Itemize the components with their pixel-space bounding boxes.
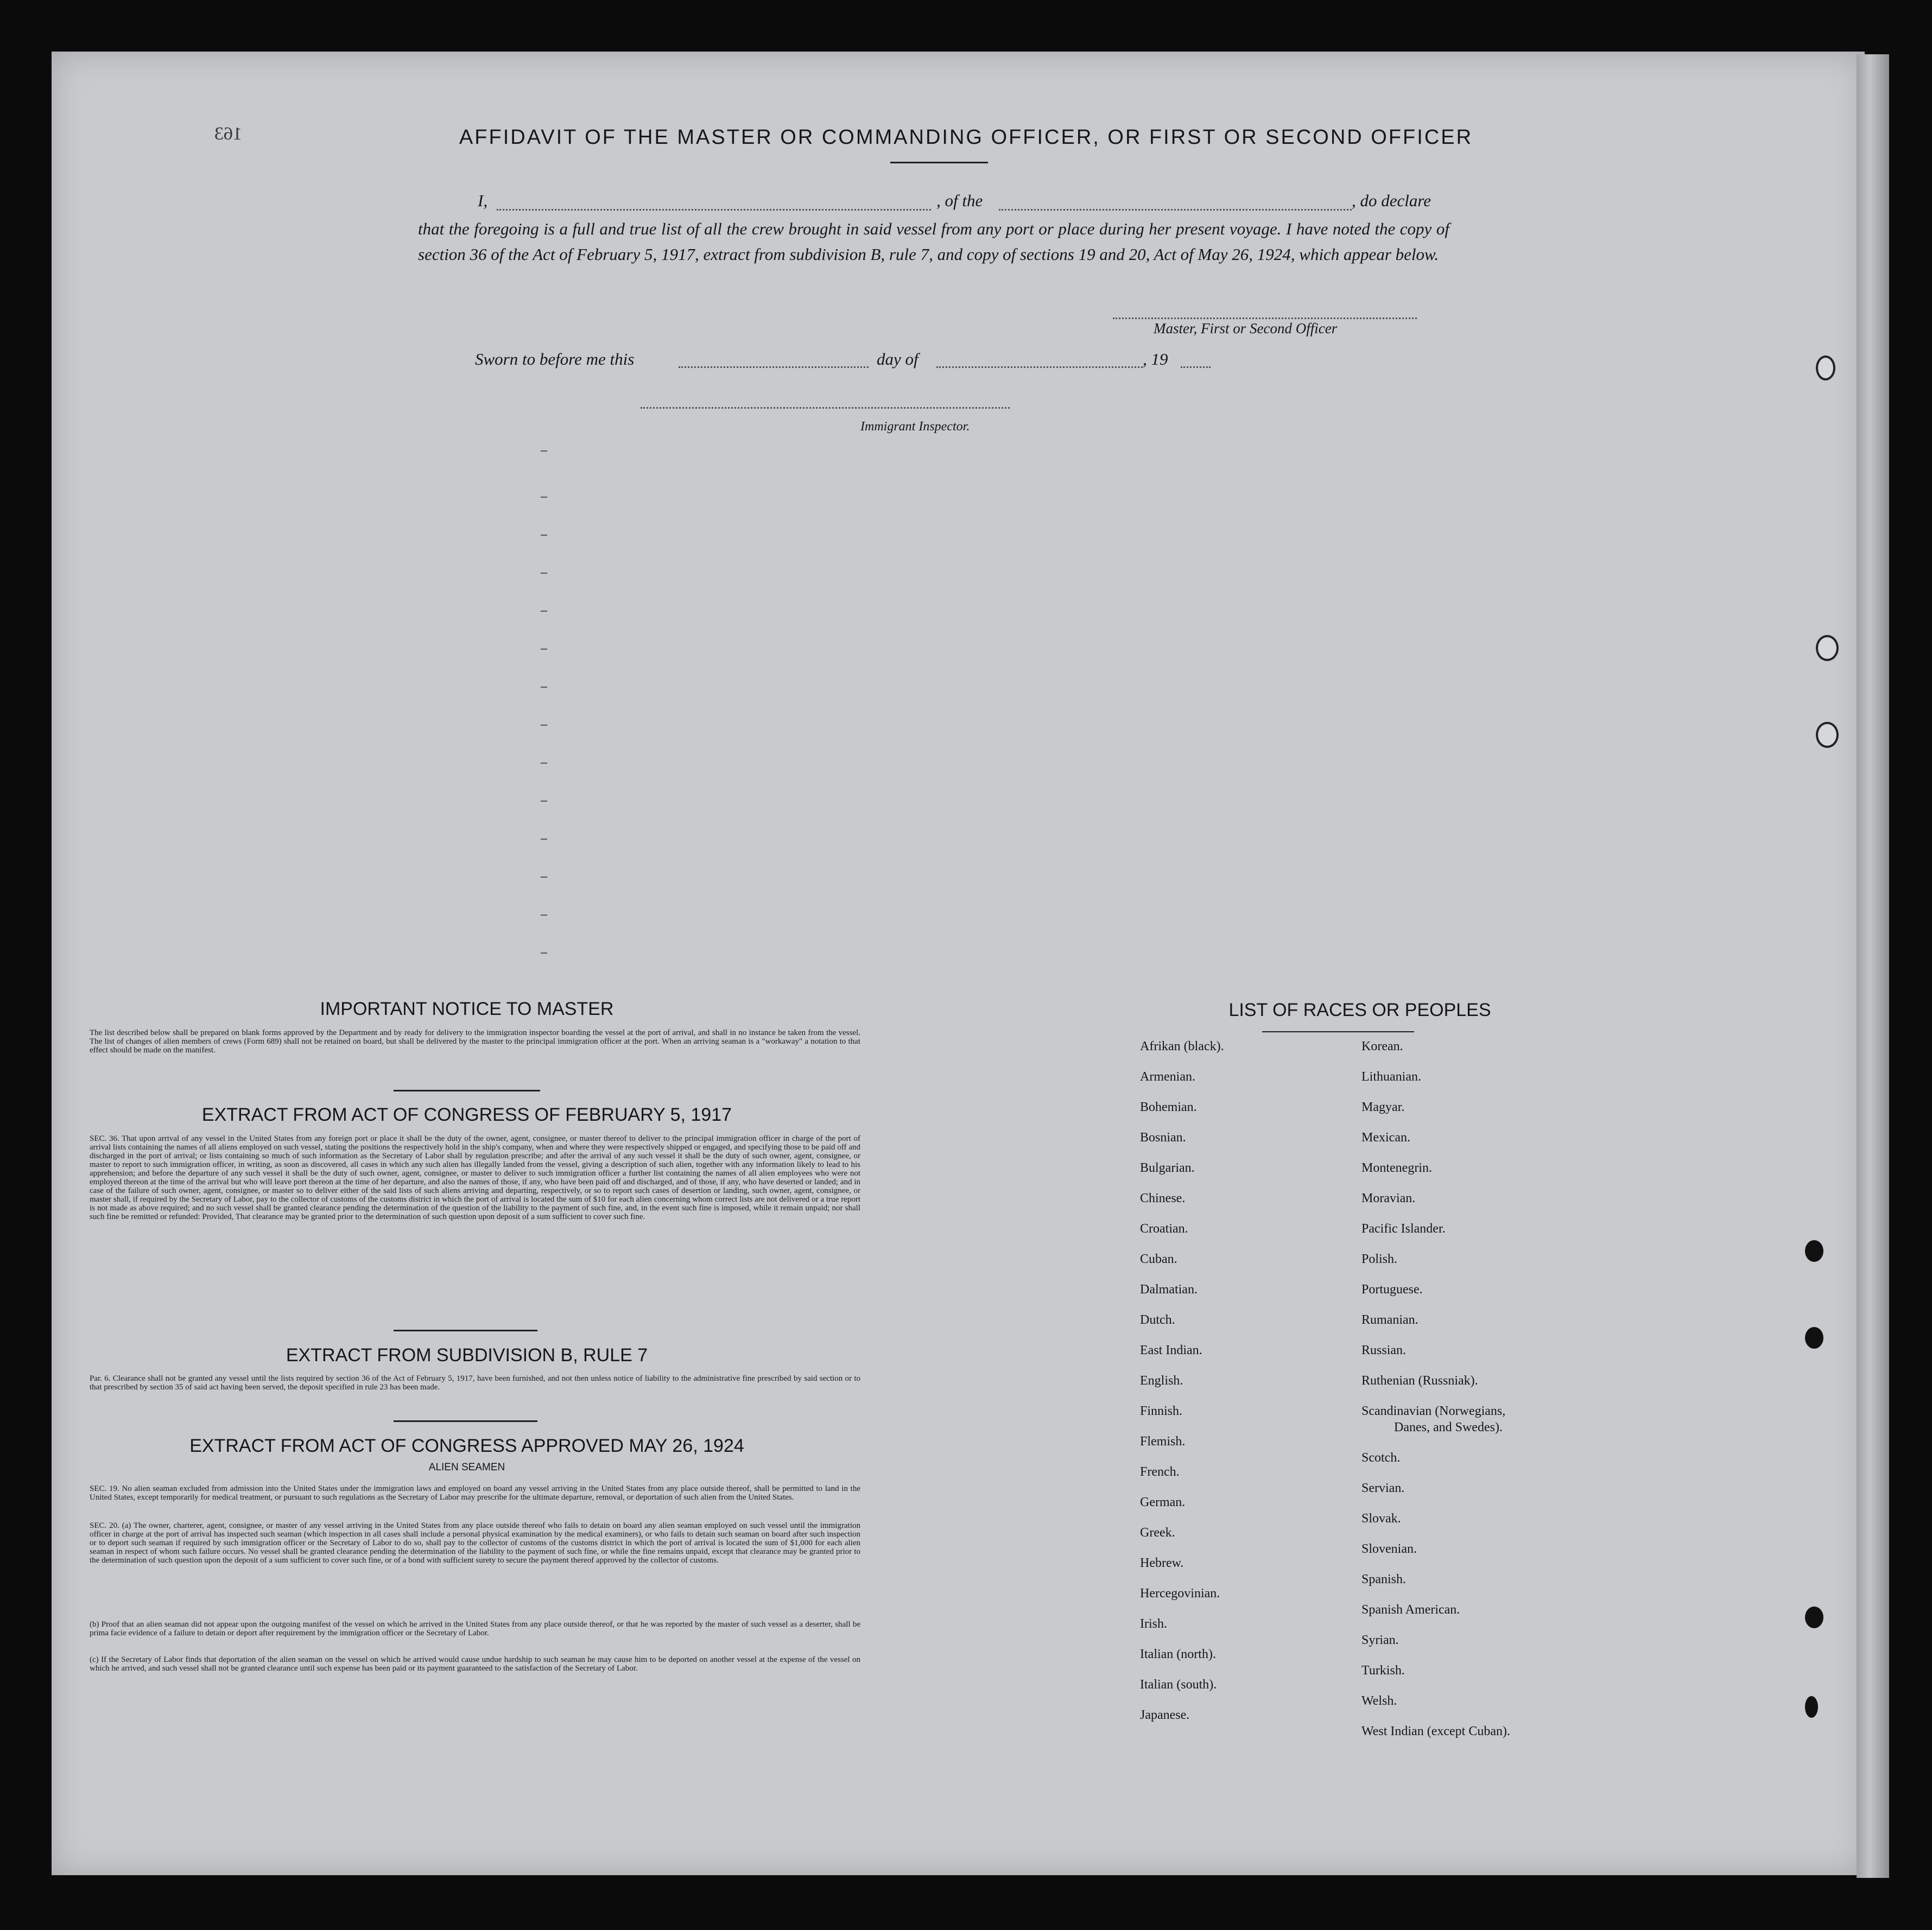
sworn-day-label: day of (877, 350, 919, 369)
notice-title: IMPORTANT NOTICE TO MASTER (320, 999, 614, 1019)
race-item: Japanese. (1140, 1708, 1190, 1722)
race-item: Rumanian. (1361, 1313, 1418, 1327)
punch-hole (1816, 722, 1839, 748)
race-item: Slovenian. (1361, 1542, 1417, 1556)
punch-hole (1805, 1240, 1823, 1262)
race-item: Cuban. (1140, 1252, 1177, 1266)
race-item: French. (1140, 1465, 1180, 1479)
race-item: Finnish. (1140, 1404, 1183, 1418)
tick-mark (541, 535, 547, 536)
tick-mark (541, 915, 547, 916)
race-item: Montenegrin. (1361, 1161, 1432, 1175)
race-item: Danes, and Swedes). (1394, 1420, 1503, 1434)
document-sheet (52, 52, 1865, 1875)
tick-mark (541, 725, 547, 726)
divider (394, 1090, 540, 1091)
sworn-year: , 19 (1143, 350, 1168, 369)
race-item: Magyar. (1361, 1100, 1405, 1114)
extract-rule7-text: Par. 6. Clearance shall not be granted any vessel until the lists required by section 36 of the Act of February 5, 1917, have been furnished, and not then unless notice of liability to the administrative fine prescribed by said section or to that prescribed by section 35 of said act having been served, the deposit specified in rule 23 has been made. (90, 1374, 860, 1392)
extract-1924-sec20b: (b) Proof that an alien seaman did not appear upon the outgoing manifest of the vessel on which he arrived in the United States from any place outside thereof, or that he was reported by the master of such vessel as a deserter, shall be prima facie evidence of a failure to detain or deport after requirement by the immigration officer or the Secretary of Labor. (90, 1620, 860, 1637)
signature-label: Master, First or Second Officer (1154, 320, 1338, 337)
race-item: Italian (north). (1140, 1647, 1216, 1661)
race-item: Dalmatian. (1140, 1283, 1198, 1297)
sworn-day-blank (679, 366, 869, 368)
punch-hole (1805, 1327, 1823, 1349)
race-item: Welsh. (1361, 1694, 1397, 1708)
affidavit-title: AFFIDAVIT OF THE MASTER OR COMMANDING OFFICER, OR FIRST OR SECOND OFFICER (459, 126, 1473, 149)
punch-hole (1816, 355, 1835, 380)
races-left-column (1140, 1031, 1224, 1730)
notice-text: The list described below shall be prepared on blank forms approved by the Department and by ready for delivery to the immigration inspector boarding the vessel at the port of arrival, and shall in no instance be taken from the vessel. The list of changes of alien members of crews (Form 689) shall not be retained on board, but shall be delivered by the master to the principal immigration officer at the port. When an arriving seaman is a "workaway" a notation to that effect should be made on the manifest. (90, 1029, 860, 1055)
race-item: Lithuanian. (1361, 1070, 1421, 1084)
race-item: Spanish American. (1361, 1603, 1460, 1617)
race-item: Bulgarian. (1140, 1161, 1195, 1175)
punch-hole (1816, 635, 1839, 661)
tick-mark (541, 877, 547, 878)
race-item: Polish. (1361, 1252, 1398, 1266)
name-blank (497, 209, 931, 211)
divider (890, 162, 988, 163)
tick-mark (541, 450, 547, 452)
divider (394, 1420, 537, 1422)
vessel-blank (999, 209, 1352, 211)
race-item: Dutch. (1140, 1313, 1175, 1327)
race-item: Bosnian. (1140, 1131, 1186, 1145)
race-item: Bohemian. (1140, 1100, 1197, 1114)
race-item: East Indian. (1140, 1343, 1202, 1357)
tick-mark (541, 763, 547, 764)
tick-mark (541, 839, 547, 840)
race-item: Syrian. (1361, 1633, 1399, 1647)
race-item: Ruthenian (Russniak). (1361, 1374, 1478, 1388)
affidavit-body: that the foregoing is a full and true list of all the crew brought in said vessel from any port or place during her present voyage. I have noted the copy of section 36 of the Act of February 5, 1917, extract from subdivision B, rule 7, and copy of sections 19 and 20, Act of May 26, 1924, which appear below. (418, 219, 1449, 264)
race-item: Spanish. (1361, 1572, 1407, 1586)
sworn-month-blank (936, 366, 1143, 368)
tick-mark (541, 953, 547, 954)
inspector-label: Immigrant Inspector. (860, 420, 970, 434)
race-item: Slovak. (1361, 1512, 1401, 1526)
tick-mark (541, 649, 547, 650)
race-item: Scandinavian (Norwegians, (1361, 1404, 1506, 1418)
extract-1924-sec20c: (c) If the Secretary of Labor finds that deportation of the alien seaman on the vessel on which he arrived would cause undue hardship to such seaman he may cause him to be deported on another vessel at the expense of the vessel on which he arrived, and such vessel shall not be granted clearance until such expense has been paid or its payment guaranteed to the satisfaction of the Secretary of Labor. (90, 1655, 860, 1673)
page-edge-stack (1857, 54, 1889, 1878)
extract-1917-text: SEC. 36. That upon arrival of any vessel in the United States from any foreign port or place it shall be the duty of the owner, agent, consignee, or master thereof to deliver to the principal immigration officer in charge of the port of arrival lists containing the names of all aliens employed on such vessel, stating the positions the respectively hold in the ship's company, when and where they were respectively shipped or engaged, and specifying those to be paid off and discharged in the port of arrival; or lists containing so much of such information as the Secretary of Labor shall by regulation prescribe; and after the arrival of any such vessel it shall be the duty of such owner, agent, consignee, or master to report to such immigration officer, in writing, as soon as discovered, all cases in which any such alien has illegally landed from the vessel, giving a description of such alien, together with any information likely to lead to his apprehension; and before the departure of any such vessel it shall be the duty of such owner, agent, consignee, or master to deliver to such immigration officer a further list containing the names of all alien employees who were not employed thereon at the time of the arrival but who will leave port thereon at the time of her departure, and also the names of those, if any, who have been paid off and discharged, and of those, if any, who have deserted or landed; and in case of the failure of such owner, agent, consignee, or master so to deliver either of the said lists of such aliens arriving and departing, respectively, or so to report such cases of desertion or landing, such owner, agent, consignee, or master shall, if required by the Secretary of Labor, pay to the collector of customs of the customs district in which the port of arrival is located the sum of $10 for each alien concerning whom correct lists are not delivered or a true report is not made as above required; and no such vessel shall be granted clearance pending the determination of the question of the liability to the payment of such fine, and, in the event such fine is imposed, while it remain unpaid; nor shall such fine be remitted or refunded: Provided, That clearance may be granted prior to the determination of such question upon deposit of a sum sufficient to cover such fine. (90, 1134, 860, 1221)
race-item: Korean. (1361, 1039, 1403, 1053)
race-item: West Indian (except Cuban). (1361, 1724, 1510, 1738)
extract-1924-subtitle: ALIEN SEAMEN (428, 1462, 505, 1473)
race-item: Greek. (1140, 1526, 1175, 1540)
race-item: Scotch. (1361, 1451, 1401, 1465)
race-item: Turkish. (1361, 1664, 1405, 1678)
divider (394, 1330, 537, 1331)
extract-1924-sec19: SEC. 19. No alien seaman excluded from admission into the United States under the immigration laws and employed on board any vessel arriving in the United States from any place outside thereof, shall be permitted to land in the United States, except temporarily for medical treatment, or pursuant to such regulations as the Secretary of Labor may prescribe for the ultimate departure, removal, or deportation of such alien from the United States. (90, 1484, 860, 1502)
race-item: Croatian. (1140, 1222, 1188, 1236)
sworn-year-blank (1181, 366, 1211, 368)
race-item: Flemish. (1140, 1434, 1186, 1449)
signature-blank (1113, 318, 1417, 319)
sworn-prefix: Sworn to before me this (475, 350, 635, 369)
inspector-blank (641, 407, 1010, 409)
race-item: Servian. (1361, 1481, 1405, 1495)
race-item: Pacific Islander. (1361, 1222, 1446, 1236)
tick-mark (541, 611, 547, 612)
extract-1924-title: EXTRACT FROM ACT OF CONGRESS APPROVED MAY 26, 1924 (189, 1436, 744, 1456)
race-item: Irish. (1140, 1617, 1167, 1631)
race-item: Armenian. (1140, 1070, 1195, 1084)
races-title: LIST OF RACES OR PEOPLES (1228, 1000, 1491, 1020)
affidavit-of-the: , of the (936, 191, 983, 210)
race-item: Moravian. (1361, 1191, 1416, 1205)
affidavit-do-declare: , do declare (1352, 191, 1431, 210)
races-right-column (1361, 1031, 1510, 1747)
extract-1924-sec20a: SEC. 20. (a) The owner, charterer, agent, consignee, or master of any vessel arriving in the United States from any place outside thereof who fails to detain on board any alien seaman employed on such vessel until the immigration officer in charge at the port of arrival has inspected such seaman (which inspection in all cases shall include a personal physical examination by the medical examiners), or who fails to detain such seaman on board after such inspection or to deport such seaman if required by such immigration officer or the Secretary of Labor to do so, shall pay to the collector of customs of the customs district in which the port of arrival is located the sum of $1,000 for each alien seaman in respect of whom such failure occurs. No vessel shall be granted clearance pending the determination of the liability to the payment of such fine, or while the fine remains unpaid, except that clearance may be granted prior to the determination of such question upon the deposit of a sum sufficient to cover such fine, or of a bond with sufficient surety to secure the payment thereof approved by the collector of customs. (90, 1521, 860, 1565)
extract-rule7-title: EXTRACT FROM SUBDIVISION B, RULE 7 (286, 1345, 648, 1366)
race-item: Portuguese. (1361, 1283, 1423, 1297)
tick-mark (541, 801, 547, 802)
tick-mark (541, 687, 547, 688)
race-item: Italian (south). (1140, 1678, 1217, 1692)
punch-hole (1805, 1696, 1818, 1718)
race-item: German. (1140, 1495, 1186, 1509)
margin-page-number: 163 (214, 124, 242, 144)
race-item: Russian. (1361, 1343, 1407, 1357)
extract-1917-title: EXTRACT FROM ACT OF CONGRESS OF FEBRUARY 5, 1917 (201, 1104, 732, 1125)
affidavit-i: I, (478, 191, 488, 210)
race-item: Afrikan (black). (1140, 1039, 1224, 1053)
punch-hole (1805, 1607, 1823, 1628)
race-item: English. (1140, 1374, 1183, 1388)
race-item: Chinese. (1140, 1191, 1186, 1205)
tick-mark (541, 497, 547, 498)
tick-mark (541, 573, 547, 574)
race-item: Mexican. (1361, 1131, 1410, 1145)
race-item: Hercegovinian. (1140, 1586, 1220, 1601)
race-item: Hebrew. (1140, 1556, 1184, 1570)
